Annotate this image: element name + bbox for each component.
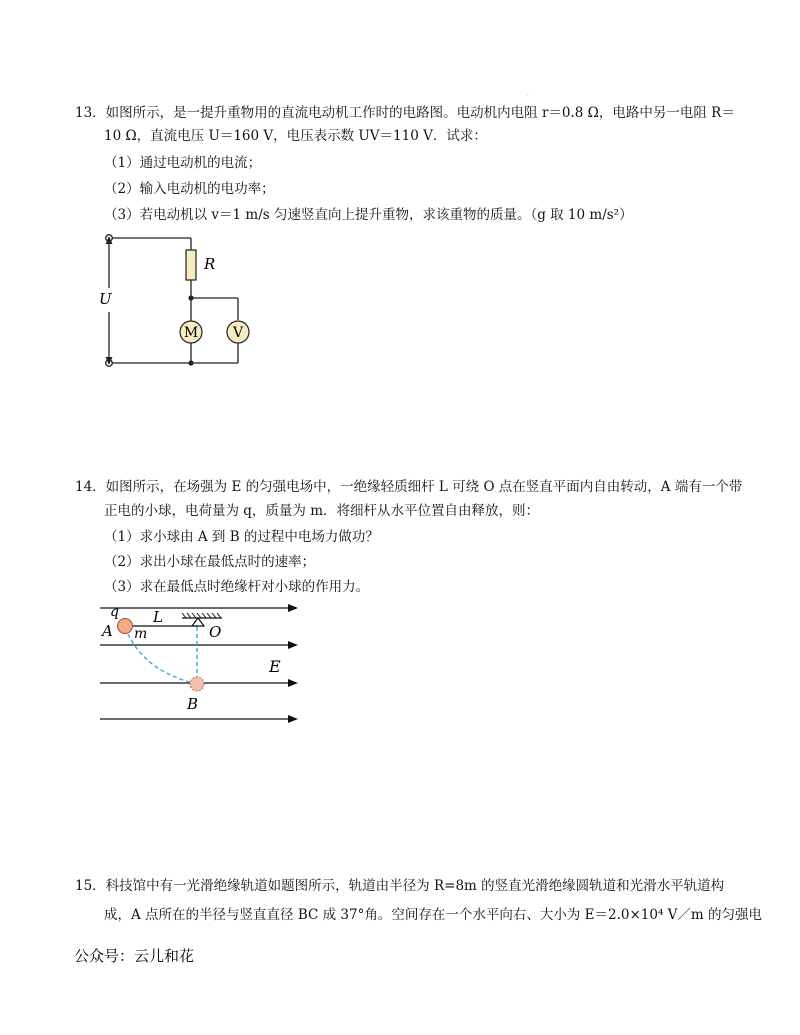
q13-line1: 13．如图所示，是一提升重物用的直流电动机工作时的电路图。电动机内电阻 r＝0.8 Ω，电路中另一电阻 R＝: [75, 105, 735, 121]
label-l: L: [153, 608, 163, 626]
q14-item3: （3）求在最低点时绝缘杆对小球的作用力。: [104, 579, 370, 595]
q13-item1: （1）通过电动机的电流；: [104, 155, 262, 171]
resistor-r: [186, 250, 196, 280]
motor-label: M: [183, 325, 199, 341]
electric-field-diagram: [98, 600, 313, 730]
q15-line1: 15．科技馆中有一光滑绝缘轨道如题图所示，轨道由半径为 R=8m 的竖直光滑绝缘圆轨道和光滑水平轨道构: [75, 878, 725, 894]
q14-item1: （1）求小球由 A 到 B 的过程中电场力做功？: [104, 529, 379, 545]
label-q: q: [110, 604, 119, 620]
label-a: A: [102, 622, 113, 640]
voltage-label: U: [99, 290, 112, 308]
q13-item2: （2）输入电动机的电功率；: [104, 181, 275, 197]
label-o: O: [209, 623, 222, 641]
label-b: B: [187, 695, 199, 713]
q13-line2: 10 Ω，直流电压 U＝160 V，电压表示数 UV＝110 V．试求：: [104, 128, 487, 144]
label-m: m: [134, 626, 148, 642]
label-e: E: [269, 657, 281, 676]
q14-line2: 正电的小球，电荷量为 q，质量为 m．将细杆从水平位置自由释放，则：: [104, 503, 540, 519]
q15-line2: 成，A 点所在的半径与竖直直径 BC 成 37°角。空间存在一个水平向右、大小为 E＝2.0×10⁴ V／m 的匀强电: [104, 907, 762, 923]
q13-item3: （3）若电动机以 v＝1 m/s 匀速竖直向上提升重物，求该重物的质量。（g 取 10 m/s²）: [104, 207, 633, 223]
pivot-o: [192, 618, 204, 626]
resistor-label: R: [204, 255, 216, 273]
q14-item2: （2）求出小球在最低点时的速率；: [104, 554, 316, 570]
circuit-diagram: [98, 228, 258, 368]
q14-line1: 14．如图所示，在场强为 E 的匀强电场中，一绝缘轻质细杆 L 可绕 O 点在竖直平面内自由转动，A 端有一个带: [75, 479, 743, 495]
ball-b: [190, 677, 204, 691]
footer-account: 公众号：云儿和花: [74, 947, 195, 965]
stray-dot: .: [527, 91, 529, 98]
voltmeter-label: V: [232, 325, 244, 341]
ball-a: [118, 619, 133, 634]
